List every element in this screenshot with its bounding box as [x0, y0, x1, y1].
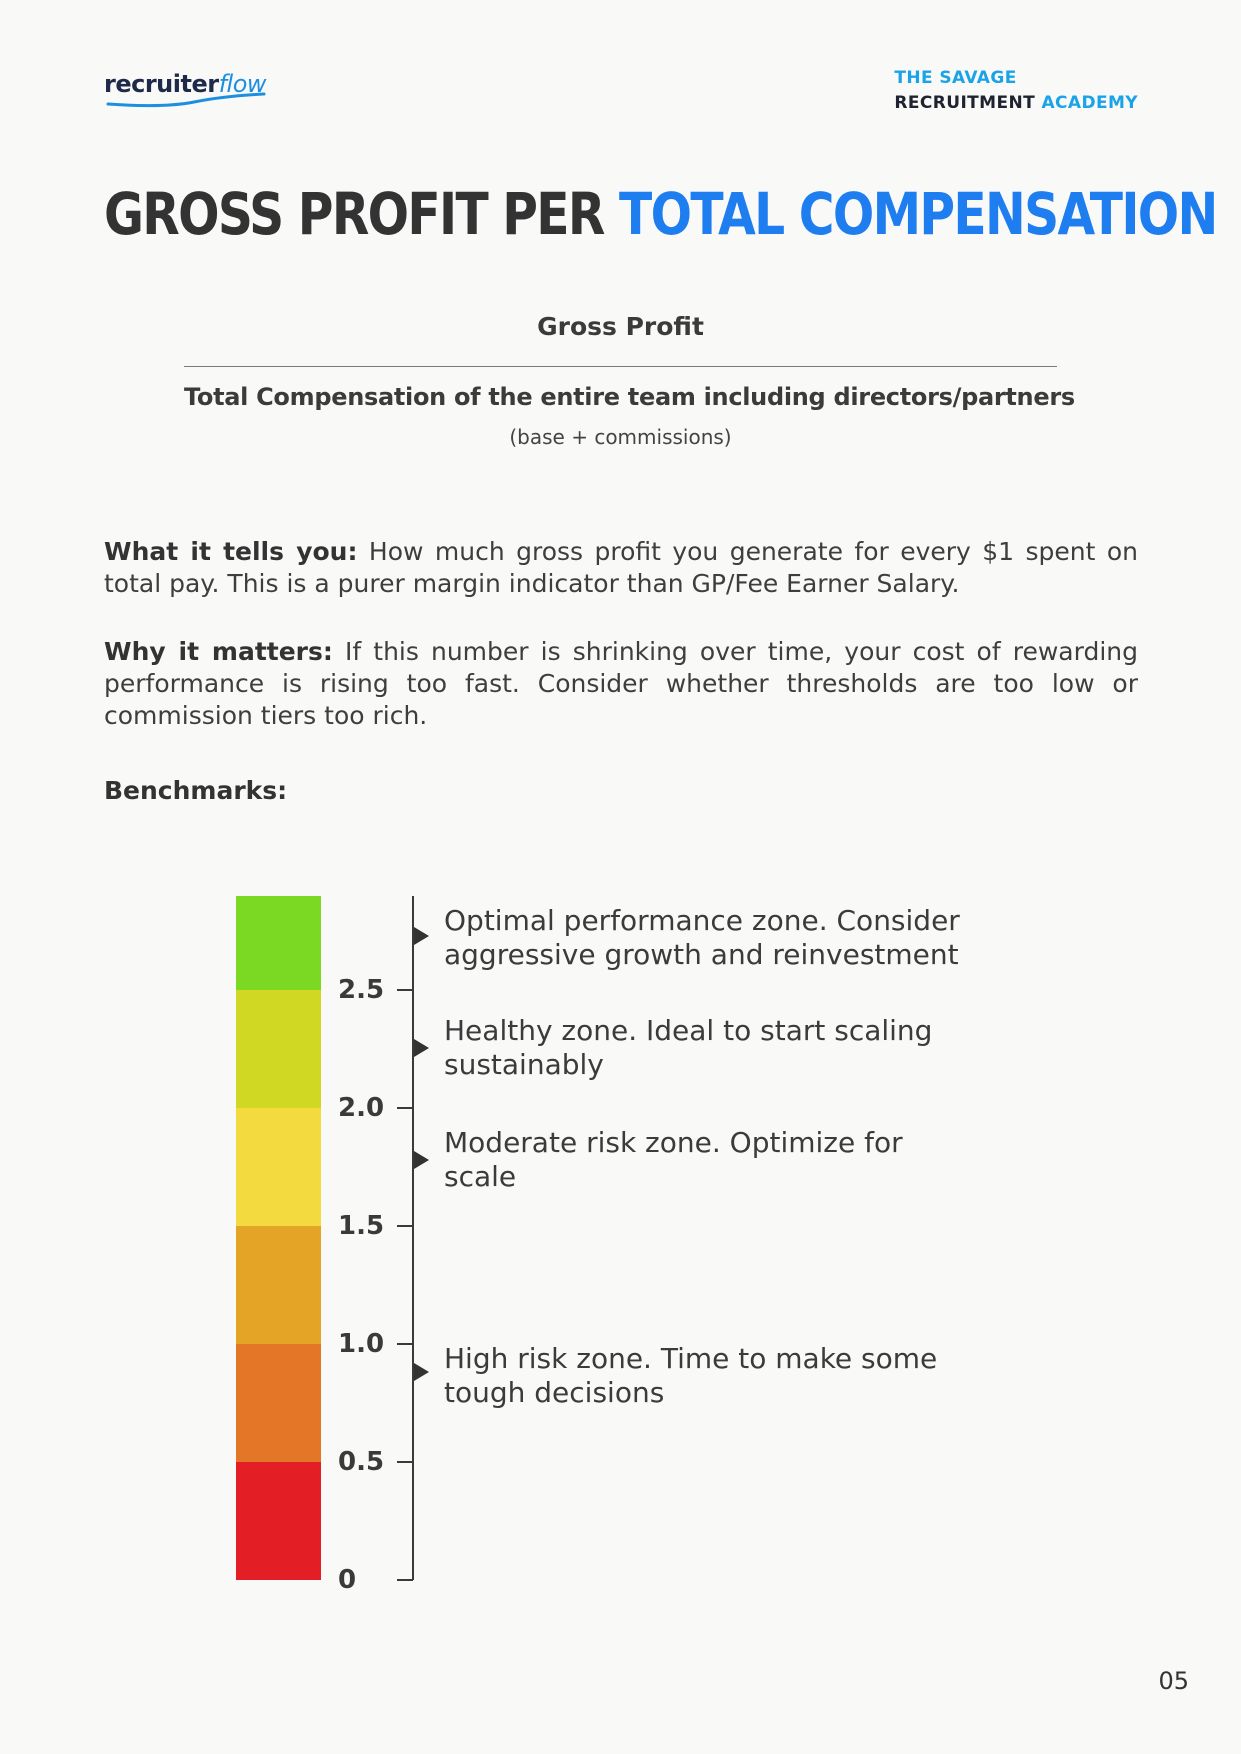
formula [184, 310, 1075, 449]
what-it-tells-text: How much gross profit you generate for every $1 spent on total pay. This is a purer margin indicator than GP/Fee Earner Salary. [104, 537, 1138, 598]
zone-arrow-icon [414, 1363, 429, 1381]
page-title-part2: TOTAL COMPENSATION [619, 180, 1217, 248]
gauge-tick-mark [397, 1461, 413, 1463]
why-it-matters-paragraph [104, 636, 1138, 732]
zone-arrow-icon [414, 1039, 429, 1057]
academy-line2b: ACADEMY [1041, 93, 1138, 113]
formula-denominator: Total Compensation of the entire team including directors/partners [184, 383, 1075, 411]
gauge-tick-mark [397, 1107, 413, 1109]
zone-description: High risk zone. Time to make some tough decisions [444, 1342, 938, 1409]
logo-text-part2: flow [218, 70, 267, 98]
benchmarks-label: Benchmarks: [104, 776, 288, 805]
gauge-axis-line [412, 896, 414, 1580]
gauge-tick-mark [397, 1579, 413, 1581]
gauge-band-2 [236, 1226, 321, 1344]
what-it-tells-paragraph [104, 536, 1138, 600]
academy-badge [894, 66, 1138, 116]
gauge-tick-label: 2.0 [338, 1093, 385, 1123]
gauge-tick-mark [397, 1225, 413, 1227]
gauge-tick-label: 2.5 [338, 975, 385, 1005]
what-it-tells-label: What it tells you: [104, 537, 358, 566]
why-it-matters-label: Why it matters: [104, 637, 333, 666]
logo-text-part1: recruiter [104, 70, 219, 98]
recruiterflow-logo [104, 64, 284, 114]
gauge-tick-label: 0 [338, 1565, 357, 1595]
academy-line1: THE SAVAGE [894, 68, 1017, 88]
gauge-band-1 [236, 1344, 321, 1462]
why-it-matters-text: If this number is shrinking over time, your cost of rewarding performance is rising too fast. Consider whether thresholds are too low or commission tiers too rich. [104, 637, 1138, 730]
formula-numerator: Gross Profit [537, 312, 704, 341]
gauge-band-4 [236, 990, 321, 1108]
zone-description: Optimal performance zone. Consider aggressive growth and reinvestment [444, 904, 960, 971]
page-number: 05 [1158, 1667, 1189, 1695]
gauge-tick-mark [397, 1343, 413, 1345]
gauge-tick-label: 1.0 [338, 1329, 385, 1359]
zone-arrow-icon [414, 927, 429, 945]
gauge-tick-label: 0.5 [338, 1447, 385, 1477]
gauge-band-5 [236, 896, 321, 990]
academy-line2a: RECRUITMENT [894, 93, 1036, 113]
gauge-tick-mark [397, 989, 413, 991]
zone-arrow-icon [414, 1151, 429, 1169]
formula-denominator-note: (base + commissions) [509, 425, 732, 449]
gauge-band-3 [236, 1108, 321, 1226]
fraction-line [184, 366, 1057, 367]
zone-description: Healthy zone. Ideal to start scaling sustainably [444, 1014, 933, 1081]
page-title-part1: GROSS PROFIT PER [104, 180, 604, 248]
gauge-tick-label: 1.5 [338, 1211, 385, 1241]
gauge-band-0 [236, 1462, 321, 1580]
zone-description: Moderate risk zone. Optimize for scale [444, 1126, 903, 1193]
logo-swoosh-icon [104, 64, 284, 114]
page-title [104, 176, 1217, 252]
